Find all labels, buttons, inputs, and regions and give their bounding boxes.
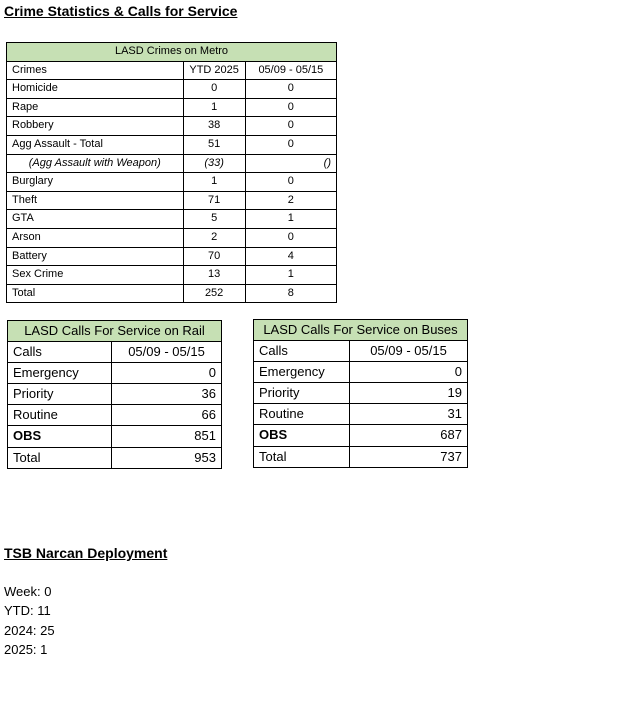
table-row (254, 383, 468, 404)
call-label: Total (254, 446, 350, 467)
crime-week: 1 (245, 210, 336, 229)
table-row (8, 363, 222, 384)
crime-label: Robbery (7, 117, 184, 136)
crime-week: 0 (245, 80, 336, 99)
narcan-week: Week: 0 (4, 584, 52, 599)
crime-ytd: 70 (183, 247, 245, 266)
crime-week: 4 (245, 247, 336, 266)
table-header-row (7, 61, 337, 80)
crime-week: () (245, 154, 336, 173)
call-value: 36 (112, 384, 222, 405)
table-row (254, 362, 468, 383)
rail-calls-table (7, 320, 222, 469)
table-row-total (8, 447, 222, 468)
call-value: 19 (350, 383, 468, 404)
call-value: 687 (350, 425, 468, 446)
crimes-table-title: LASD Crimes on Metro (7, 43, 337, 62)
call-value: 0 (112, 363, 222, 384)
crime-ytd: 1 (183, 98, 245, 117)
crime-label: Sex Crime (7, 266, 184, 285)
crime-ytd: (33) (183, 154, 245, 173)
crime-label: Agg Assault - Total (7, 135, 184, 154)
rail-table-title: LASD Calls For Service on Rail (8, 321, 222, 342)
table-title-row (8, 321, 222, 342)
table-row (7, 80, 337, 99)
column-header: 05/09 - 05/15 (350, 341, 468, 362)
crime-ytd: 0 (183, 80, 245, 99)
narcan-ytd: YTD: 11 (4, 603, 51, 618)
table-title-row (7, 43, 337, 62)
table-row (7, 210, 337, 229)
crime-label: Homicide (7, 80, 184, 99)
table-row (7, 228, 337, 247)
crime-week: 0 (245, 173, 336, 192)
call-label: Emergency (254, 362, 350, 383)
call-value: 737 (350, 446, 468, 467)
crime-label: Rape (7, 98, 184, 117)
call-label: Total (8, 447, 112, 468)
table-row (7, 98, 337, 117)
table-row (7, 117, 337, 136)
call-label: Routine (8, 405, 112, 426)
crime-label: Arson (7, 228, 184, 247)
table-row (7, 135, 337, 154)
crime-label: Burglary (7, 173, 184, 192)
call-label: Routine (254, 404, 350, 425)
crime-week: 8 (245, 284, 336, 303)
crime-ytd: 2 (183, 228, 245, 247)
table-row-total (254, 446, 468, 467)
call-value: 66 (112, 405, 222, 426)
column-header: Calls (254, 341, 350, 362)
call-label: OBS (8, 426, 112, 447)
crime-label: Battery (7, 247, 184, 266)
column-header: YTD 2025 (183, 61, 245, 80)
table-row (254, 425, 468, 446)
table-row (7, 247, 337, 266)
table-header-row (254, 341, 468, 362)
table-row-total (7, 284, 337, 303)
table-row (7, 173, 337, 192)
bus-table-title: LASD Calls For Service on Buses (254, 320, 468, 341)
crime-ytd: 5 (183, 210, 245, 229)
call-label: OBS (254, 425, 350, 446)
crime-week: 0 (245, 228, 336, 247)
call-value: 0 (350, 362, 468, 383)
crime-ytd: 252 (183, 284, 245, 303)
crime-week: 0 (245, 117, 336, 136)
table-row (7, 266, 337, 285)
table-row (7, 191, 337, 210)
column-header: 05/09 - 05/15 (112, 342, 222, 363)
call-label: Priority (8, 384, 112, 405)
crime-ytd: 1 (183, 173, 245, 192)
bus-calls-table (253, 319, 468, 468)
crime-ytd: 38 (183, 117, 245, 136)
narcan-title: TSB Narcan Deployment (4, 545, 168, 561)
table-row (8, 384, 222, 405)
crime-label: Total (7, 284, 184, 303)
call-value: 31 (350, 404, 468, 425)
crime-ytd: 51 (183, 135, 245, 154)
call-value: 851 (112, 426, 222, 447)
crime-label: (Agg Assault with Weapon) (7, 154, 184, 173)
table-row (254, 404, 468, 425)
crime-week: 1 (245, 266, 336, 285)
page-title: Crime Statistics & Calls for Service (4, 3, 238, 19)
crime-label: Theft (7, 191, 184, 210)
call-label: Emergency (8, 363, 112, 384)
column-header: Crimes (7, 61, 184, 80)
narcan-2025: 2025: 1 (4, 642, 48, 657)
table-row (8, 405, 222, 426)
crime-ytd: 71 (183, 191, 245, 210)
call-value: 953 (112, 447, 222, 468)
crime-week: 2 (245, 191, 336, 210)
crime-label: GTA (7, 210, 184, 229)
narcan-2024: 2024: 25 (4, 623, 55, 638)
crime-week: 0 (245, 135, 336, 154)
crime-ytd: 13 (183, 266, 245, 285)
crime-week: 0 (245, 98, 336, 117)
table-row-subtotal (7, 154, 337, 173)
column-header: 05/09 - 05/15 (245, 61, 336, 80)
table-title-row (254, 320, 468, 341)
crimes-table (6, 42, 337, 303)
column-header: Calls (8, 342, 112, 363)
table-header-row (8, 342, 222, 363)
table-row (8, 426, 222, 447)
call-label: Priority (254, 383, 350, 404)
